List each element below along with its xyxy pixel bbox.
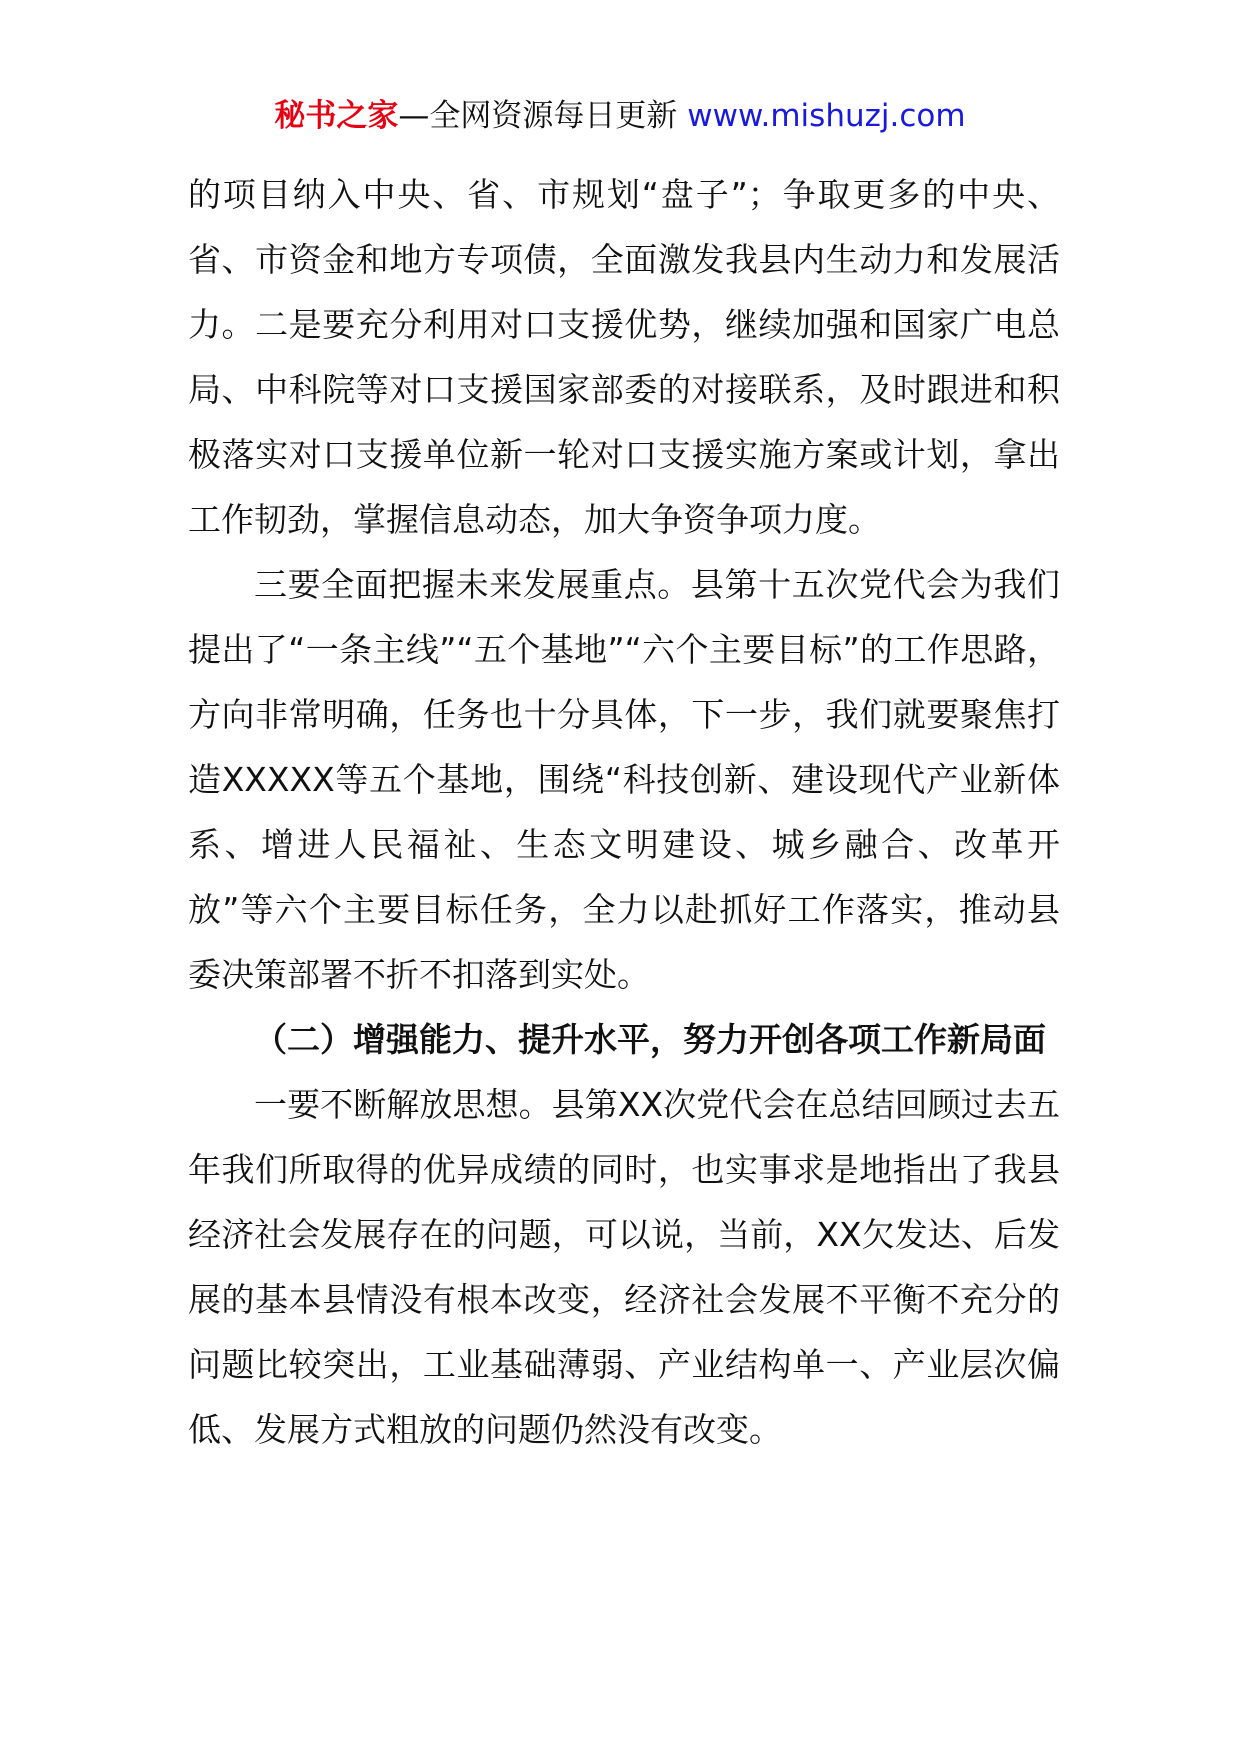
paragraph-1: 的项目纳入中央、省、市规划“盘子”；争取更多的中央、省、市资金和地方专项债，全面激发我县内生动力和发展活力。二是要充分利用对口支援优势，继续加强和国家广电总局、中科院等对口支援国家部委的对接联系，及时跟进和积极落实对口支援单位新一轮对口支援实施方案或计划，拿出工作韧劲，掌握信息动态，加大争资争项力度。 [188, 175, 1060, 539]
header-tagline: —全网资源每日更新 [398, 98, 678, 134]
page-header [0, 96, 1240, 136]
header-brand: 秘书之家 [274, 98, 399, 134]
paragraph-3: 一要不断解放思想。县第XX次党代会在总结回顾过去五年我们所取得的优异成绩的同时，也实事求是地指出了我县经济社会发展存在的问题，可以说，当前，XX欠发达、后发展的基本县情没有根本改变，经济社会发展不平衡不充分的问题比较突出，工业基础薄弱、产业结构单一、产业层次偏低、发展方式粗放的问题仍然没有改变。 [188, 1085, 1060, 1449]
paragraph-2: 三要全面把握未来发展重点。县第十五次党代会为我们提出了“一条主线”“五个基地”“六个主要目标”的工作思路，方向非常明确，任务也十分具体，下一步，我们就要聚焦打造XXXXX等五个基地，围绕“科技创新、建设现代产业新体系、增进人民福祉、生态文明建设、城乡融合、改革开放”等六个主要目标任务，全力以赴抓好工作落实，推动县委决策部署不折不扣落到实处。 [188, 565, 1060, 994]
header-url-link[interactable]: www.mishuzj.com [687, 98, 966, 134]
document-body [188, 162, 1060, 1462]
section-heading: （二）增强能力、提升水平，努力开创各项工作新局面 [254, 1020, 1046, 1059]
